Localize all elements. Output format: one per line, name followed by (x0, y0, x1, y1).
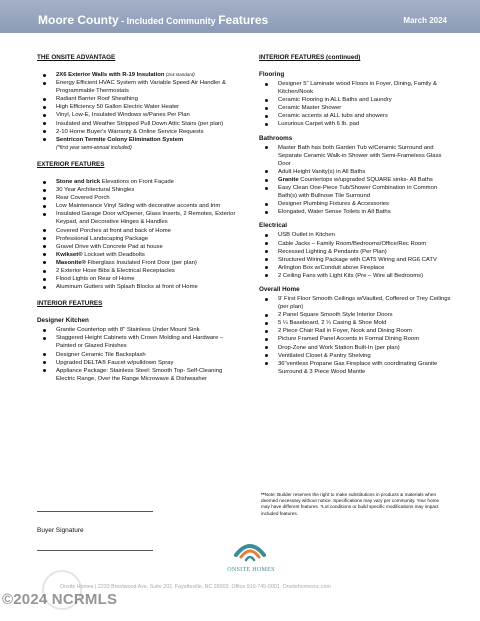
list-item: Luxurious Carpet with 6 lb. pad (259, 120, 454, 128)
item-text: Energy Efficient HVAC System with Variable Speed Air Handler & Programmable Thermostats (56, 80, 226, 95)
item-text: Easy Clean One-Piece Tub/Shower Combination in Common Bath(s) with Bullnose Tile Surround (278, 185, 438, 200)
list-item (37, 202, 242, 210)
flooring-list (259, 80, 454, 129)
list-item (37, 120, 242, 128)
list-item: 2 Ceiling Fans with Light Kits (Pre – Wire all Bedrooms) (259, 272, 454, 280)
item-text: 2-10 Home Buyer's Warranty & Online Service Requests (56, 128, 204, 135)
watermark-text: ©2024 NCRMLS (2, 591, 118, 608)
item-text: Insulated Garage Door w/Opener, Glass Inserts, 2 Remotes, Exterior Keypad, and Decorative Hinges & Handles (56, 211, 236, 226)
list-item: Recessed Lighting & Pendants (Per Plan) (259, 248, 454, 256)
signature-line[interactable] (37, 550, 153, 551)
list-item (37, 111, 242, 119)
list-item: Designer Ceramic Tile Backsplash (37, 351, 242, 359)
list-item (37, 95, 242, 103)
list-item: Ceramic Master Shower (259, 104, 454, 112)
item-text: Rear Covered Porch (56, 195, 110, 202)
list-item: Granite Countertop with 8" Stainless Under Mount Sink (37, 326, 242, 334)
list-item (37, 71, 242, 79)
list-item (259, 200, 454, 208)
electrical-list (259, 231, 454, 280)
item-text: Low Maintenance Vinyl Siding with decorative accents and trim (56, 203, 221, 210)
flooring-heading: Flooring (259, 71, 285, 78)
item-text: Masonite® (56, 259, 86, 266)
item-text: Adult Height Vanity(s) in All Baths (278, 168, 366, 175)
list-item: 2 Piece Chair Rail in Foyer, Nook and Dining Room (259, 327, 454, 335)
list-item (37, 186, 242, 194)
overall-home-heading: Overall Home (259, 285, 300, 293)
electrical-heading: Electrical (259, 222, 288, 230)
title-county: Moore County (38, 13, 119, 27)
header-date: March 2024 (403, 16, 447, 25)
item-text-rest: Countertops w/upgraded SQUARE sinks- All Baths (298, 176, 433, 183)
list-item (37, 227, 242, 235)
list-item (259, 184, 454, 200)
termite-note-text: (*first year semi-annual included) (56, 144, 132, 151)
exterior-features-heading: EXTERIOR FEATURES (37, 160, 105, 168)
onsite-advantage-heading: THE ONSITE ADVANTAGE (37, 54, 116, 61)
page-title (38, 11, 268, 29)
item-text: Professional Landscaping Package (56, 235, 149, 242)
left-column (37, 54, 242, 383)
interior-features-heading: INTERIOR FEATURES (37, 300, 103, 308)
list-item: Staggered Height Cabinets with Crown Molding and Hardware – Painted or Glazed Finishes (37, 334, 242, 350)
item-text: Elongated, Water Sense Toilets in All Baths (278, 209, 391, 216)
item-text: Insulated and Weather Stripped Pull Down Attic Stairs (per plan) (56, 120, 224, 127)
item-text: Granite (278, 176, 299, 183)
list-item (37, 243, 242, 251)
item-text: High Efficiency 50 Gallon Electric Water Heater (56, 104, 180, 111)
list-item: 36"ventless Propane Gas Fireplace with coordinating Granite Surround & 3 Piece Wood Mantle (259, 360, 454, 376)
builder-note (261, 492, 448, 517)
title-included: - Included Community (118, 16, 219, 26)
bathrooms-heading: Bathrooms (259, 134, 293, 142)
kitchen-list (37, 326, 242, 383)
list-item (37, 79, 242, 95)
item-text-rest: Fiberglass Insulated Front Door (per plan) (85, 259, 197, 266)
list-item (37, 235, 242, 243)
list-item (37, 283, 242, 291)
list-item (259, 144, 454, 168)
list-item (37, 178, 242, 186)
onsite-advantage-list (37, 71, 242, 152)
item-text: Sentricon Termite Colony Elimination System (56, 136, 184, 143)
signature-line-top (37, 511, 153, 512)
title-features: Features (218, 13, 269, 27)
item-text: Stone and brick (56, 178, 101, 185)
list-item: Designer 5" Laminate wood Floors in Foyer, Dining, Family & Kitchen/Nook (259, 80, 454, 96)
item-text-rest: Lockset with Deadbolts (82, 251, 145, 258)
item-text: 2 Exterior Hose Bibs & Electrical Receptacles (56, 267, 175, 274)
note-text: Note: Builder reserves the right to make substitutions in products & materials when deemed necessary without notice. Specifications may vary per community. Your home may have different features. *Lot conditions or build specific modifications may impact included features. (261, 492, 440, 516)
item-text: 30 Year Architectural Shingles (56, 187, 135, 194)
list-item (259, 208, 454, 216)
list-item (37, 103, 242, 111)
item-text: Kwikset® (56, 251, 83, 258)
list-item: Upgraded DELTA® Faucet w/pulldown Spray (37, 359, 242, 367)
termite-note (37, 144, 242, 152)
exterior-features-list (37, 178, 242, 291)
list-item: Appliance Package: Stainless Steel: Smooth Top- Self-Cleaning Electric Range, Over the Range Microwave & Dishwasher (37, 367, 242, 383)
list-item: Ventilated Closet & Pantry Shelving (259, 352, 454, 360)
list-item (259, 176, 454, 184)
overall-home-list (259, 295, 454, 376)
designer-kitchen-heading: Designer Kitchen (37, 317, 89, 325)
item-text: Radiant Barrier Roof Sheathing (56, 96, 138, 103)
list-item (37, 136, 242, 144)
item-text: Master Bath has both Garden Tub w/Ceramic Surround and Separate Ceramic Walk-in Shower with Semi-Frameless Glass Door (278, 144, 442, 167)
list-item (37, 210, 242, 226)
list-item: 9' First Floor Smooth Ceilings w/Vaulted, Coffered or Trey Ceilings (per plan) (259, 295, 454, 311)
item-note: (2x4 standard) (164, 72, 195, 77)
list-item: Arlington Box w/Conduit above Fireplace (259, 264, 454, 272)
item-text-rest: Elevations on Front Façade (100, 178, 174, 185)
list-item (37, 128, 242, 136)
note-stars: ** (261, 492, 265, 497)
header-banner (0, 0, 480, 33)
interior-continued-heading: INTERIOR FEATURES (continued) (259, 54, 361, 61)
footer-address: Onsite Homes | 2233 Brentwood Ave. Suite 202, Fayetteville, NC 28303. Office 910-745-0001. Onsitehomesnc.com (60, 584, 331, 590)
list-item: Ceramic accents at ALL tubs and showers (259, 112, 454, 120)
item-text: Flood Lights on Rear of Home (56, 276, 135, 283)
list-item: Ceramic Flooring in ALL Baths and Laundry (259, 96, 454, 104)
item-text: Aluminum Gutters with Splash Blocks at front of Home (56, 284, 198, 291)
onsite-homes-logo-icon (232, 531, 268, 567)
list-item (37, 267, 242, 275)
item-text: Vinyl, Low-E, Insulated Windows w/Panes Per Plan (56, 112, 190, 119)
list-item: USB Outlet in Kitchen (259, 231, 454, 239)
item-text: Designer Plumbing Fixtures & Accessories (278, 201, 389, 208)
item-text: Covered Porches at front and back of Home (56, 227, 171, 234)
bathrooms-list (259, 144, 454, 217)
list-item (259, 168, 454, 176)
list-item (37, 251, 242, 259)
item-text: Gravel Drive with Concrete Pad at house (56, 243, 163, 250)
right-column (259, 54, 454, 376)
item-text: 2X6 Exterior Walls with R-19 Insulation (56, 72, 165, 78)
list-item: Picture Framed Panel Accents in Formal Dining Room (259, 335, 454, 343)
list-item (37, 259, 242, 267)
list-item: Structured Wiring Package with CAT5 Wiring and RG6 CATV (259, 256, 454, 264)
list-item: Drop-Zone and Work Station Built-In (per plan) (259, 344, 454, 352)
list-item: Cable Jacks – Family Room/Bedrooms/Office/Rec Room (259, 240, 454, 248)
list-item: 2 Panel Square Smooth Style Interior Doors (259, 311, 454, 319)
list-item: 5 ¼ Baseboard, 2 ¼ Casing & Shoe Mold (259, 319, 454, 327)
list-item (37, 275, 242, 283)
list-item (37, 194, 242, 202)
logo-text: ONSITE HOMES (227, 567, 275, 573)
buyer-signature-label: Buyer Signature (37, 527, 84, 534)
